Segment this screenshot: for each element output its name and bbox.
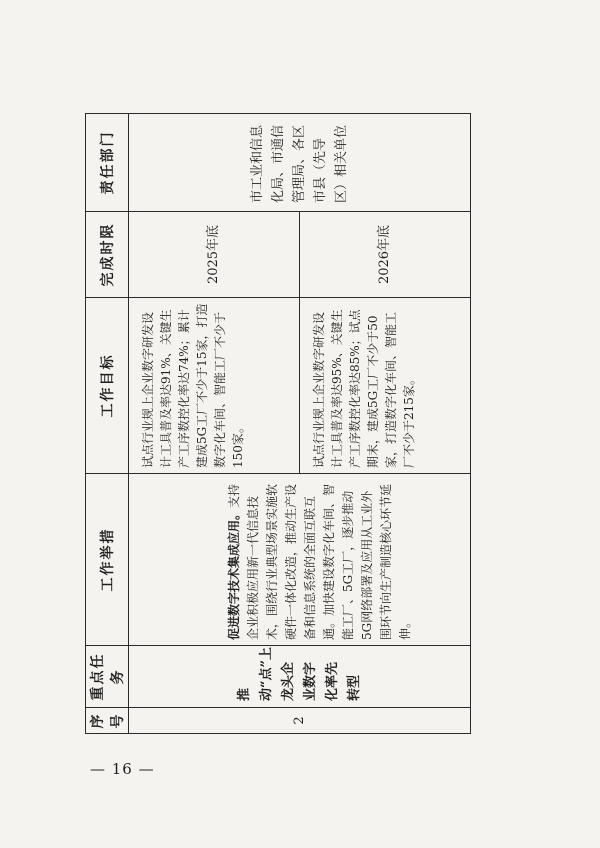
work-plan-table bbox=[85, 113, 471, 734]
measures-body: 支持企业积极应用新一代信息技术，围绕行业典型场景实施软硬件一体化改造，推动生产设备和信息系统的全面互联互通。加快建设数字化车间、智能工厂、5G工厂，逐步推动5G网络部署及应用从工业外围环节向生产制造核心环节延伸。 bbox=[227, 483, 412, 640]
header-dept: 责任部门 bbox=[86, 114, 129, 212]
cell-target-2026: 试点行业规上企业数字研发设计工具普及率达95%、关键生产工序数控化率达85%；试点期末，建成5G工厂不少于50家，打造数字化车间、智能工厂不少于215家。 bbox=[300, 298, 471, 474]
rotated-table-wrapper bbox=[85, 114, 457, 734]
measures-lead: 促进数字技术集成应用。 bbox=[227, 507, 241, 640]
header-deadline: 完成时限 bbox=[86, 212, 129, 298]
header-seq: 序号 bbox=[86, 708, 129, 734]
page-number: — 16 — bbox=[90, 760, 155, 778]
cell-dept: 市工业和信息化局、市通信管理局、各区市县（先导区）相关单位 bbox=[129, 114, 471, 212]
cell-measures bbox=[129, 474, 471, 646]
cell-target-2025: 试点行业规上企业数字研发设计工具普及率达91%、关键生产工序数控化率达74%；累计建成5G工厂不少于15家，打造数字化车间、智能工厂不少于150家。 bbox=[129, 298, 300, 474]
table-row bbox=[129, 114, 300, 734]
header-task: 重点任务 bbox=[86, 646, 129, 708]
cell-deadline-2026: 2026年底 bbox=[300, 212, 471, 298]
cell-task: 推动“点”上龙头企业数字化率先转型 bbox=[129, 646, 471, 708]
header-target: 工作目标 bbox=[86, 298, 129, 474]
cell-deadline-2025: 2025年底 bbox=[129, 212, 300, 298]
cell-seq: 2 bbox=[129, 708, 471, 734]
table-header-row bbox=[86, 114, 129, 734]
header-measures: 工作举措 bbox=[86, 474, 129, 646]
